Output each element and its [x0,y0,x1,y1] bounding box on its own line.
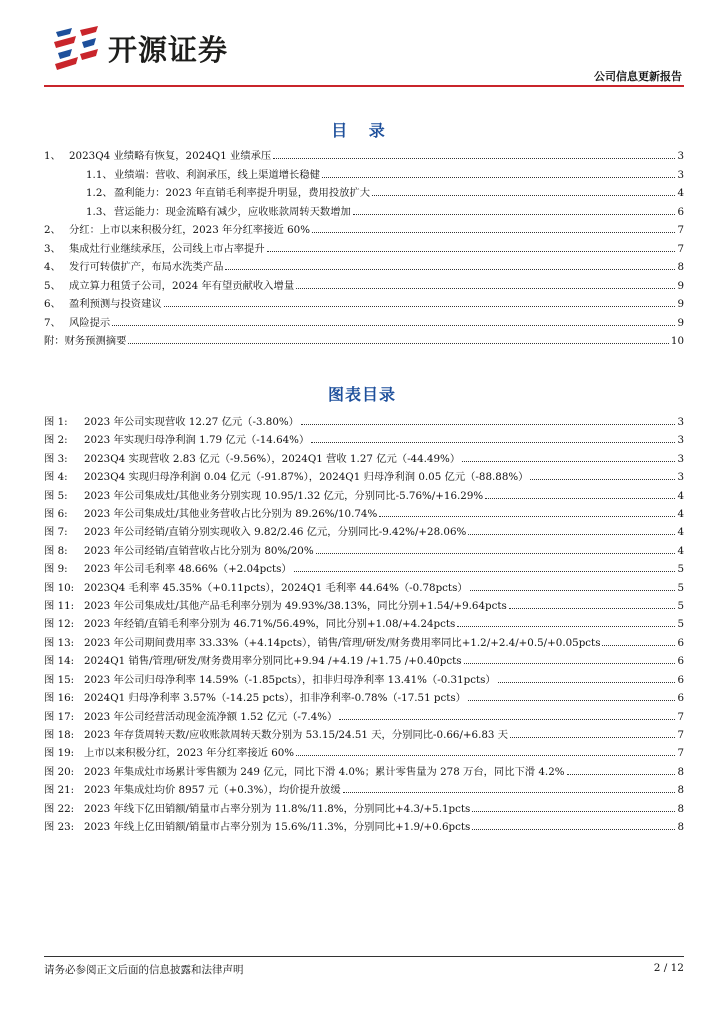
toc-entry[interactable]: 6、 盈利预测与投资建议 9 [44,298,684,310]
toc-entry[interactable]: 2、 分红：上市以来积极分红，2023 年分红率接近 60% 7 [44,224,684,236]
toc-title: 目 录 [331,121,393,140]
toc-entry[interactable]: 7、 风险提示 9 [44,316,684,329]
figure-entry[interactable]: 图 15: 2023 年公司归母净利率 14.59%（-1.85pcts），扣非归母净利率 13.41%（-0.31pcts） 6 [44,673,684,686]
figure-entry[interactable]: 图 16: 2024Q1 归母净利率 3.57%（-14.25 pcts），扣非净利率-0.78%（-17.51 pcts） 6 [44,692,684,705]
footer-disclaimer: 请务必参阅正文后面的信息披露和法律声明 [44,964,244,976]
figure-entry[interactable]: 图 20: 2023 年集成灶市场累计零售额为 249 亿元，同比下滑 4.0%；累计零售量为 278 万台，同比下滑 4.2% 8 [44,765,684,778]
logo-icon [52,26,100,72]
figure-entry[interactable]: 图 2: 2023 年实现归母净利润 1.79 亿元（-14.64%） 3 [44,434,684,447]
figure-entry[interactable]: 图 6: 2023 年公司集成灶/其他业务营收占比分别为 89.26%/10.74% 4 [44,508,684,521]
footer-divider [44,956,684,957]
figure-entry[interactable]: 图 10: 2023Q4 毛利率 45.35%（+0.11pcts），2024Q1 毛利率 44.64%（-0.78pcts） 5 [44,581,684,594]
figure-entry[interactable]: 图 14: 2024Q1 销售/管理/研发/财务费用率分别同比+9.94 /+4.19 /+1.75 /+0.40pcts 6 [44,655,684,668]
figure-entry[interactable]: 图 19: 上市以来积极分红，2023 年分红率接近 60% 7 [44,747,684,760]
figure-entry[interactable]: 图 22: 2023 年线下亿田销额/销量市占率分别为 11.8%/11.8%，分别同比+4.3/+5.1pcts 8 [44,802,684,815]
figure-entry[interactable]: 图 5: 2023 年公司集成灶/其他业务分别实现 10.95/1.32 亿元，分别同比-5.76%/+16.29% 4 [44,489,684,502]
figure-list [44,413,684,836]
figure-entry[interactable]: 图 18: 2023 年存货周转天数/应收账款周转天数分别为 53.15/24.51 天，分别同比-0.66/+6.83 天 7 [44,728,684,741]
page-header [44,18,684,84]
toc-entry[interactable]: 1.3、 营运能力：现金流略有减少，应收账款周转天数增加 6 [86,205,684,218]
figure-entry[interactable]: 图 7: 2023 年公司经销/直销分别实现收入 9.82/2.46 亿元，分别同比-9.42%/+28.06% 4 [44,526,684,539]
toc-entry[interactable]: 3、 集成灶行业继续承压，公司线上市占率提升 7 [44,242,684,255]
report-type: 公司信息更新报告 [594,70,682,83]
figure-entry[interactable]: 图 11: 2023 年公司集成灶/其他产品毛利率分别为 49.93%/38.13%，同比分别+1.54/+9.64pcts 5 [44,600,684,613]
toc-entry[interactable]: 4、 发行可转债扩产，布局水洗类产品 8 [44,261,684,273]
toc-entry[interactable]: 1、 2023Q4 业绩略有恢复，2024Q1 业绩承压 3 [44,150,684,162]
figure-entry[interactable]: 图 13: 2023 年公司期间费用率 33.33%（+4.14pcts），销售/管理/研发/财务费用率同比+1.2/+2.4/+0.5/+0.05pcts 6 [44,636,684,649]
figure-entry[interactable]: 图 12: 2023 年经销/直销毛利率分别为 46.71%/56.49%，同比分别+1.08/+4.24pcts 5 [44,618,684,631]
header-divider [44,85,684,87]
figure-entry[interactable]: 图 8: 2023 年公司经销/直销营收占比分别为 80%/20% 4 [44,544,684,557]
toc-entry[interactable]: 1.1、 业绩端：营收、利润承压，线上渠道增长稳健 3 [86,168,684,181]
figure-entry[interactable]: 图 1: 2023 年公司实现营收 12.27 亿元（-3.80%） 3 [44,416,684,428]
toc-entry[interactable]: 1.2、 盈利能力：2023 年直销毛利率提升明显，费用投放扩大 4 [86,187,684,199]
logo-text: 开源证券 [108,33,229,67]
figures-title: 图表目录 [327,385,396,404]
toc-entry[interactable]: 5、 成立算力租赁子公司，2024 年有望贡献收入增量 9 [44,279,684,292]
figure-entry[interactable]: 图 21: 2023 年集成灶均价 8957 元（+0.3%），均价提升放缓 8 [44,784,684,797]
page-indicator: 2 / 12 [653,962,684,974]
table-of-contents [44,147,684,351]
figure-entry[interactable]: 图 17: 2023 年公司经营活动现金流净额 1.52 亿元（-7.4%） 7 [44,710,684,723]
figure-entry[interactable]: 图 3: 2023Q4 实现营收 2.83 亿元（-9.56%），2024Q1 营收 1.27 亿元（-44.49%） 3 [44,452,684,465]
figure-entry[interactable]: 图 9: 2023 年公司毛利率 48.66%（+2.04pcts） 5 [44,563,684,576]
toc-entry[interactable]: 附： 财务预测摘要 10 [44,335,684,347]
figure-entry[interactable]: 图 23: 2023 年线上亿田销额/销量市占率分别为 15.6%/11.3%，分别同比+1.9/+0.6pcts 8 [44,820,684,833]
figure-entry[interactable]: 图 4: 2023Q4 实现归母净利润 0.04 亿元（-91.87%），2024Q1 归母净利润 0.05 亿元（-88.88%） 3 [44,471,684,484]
